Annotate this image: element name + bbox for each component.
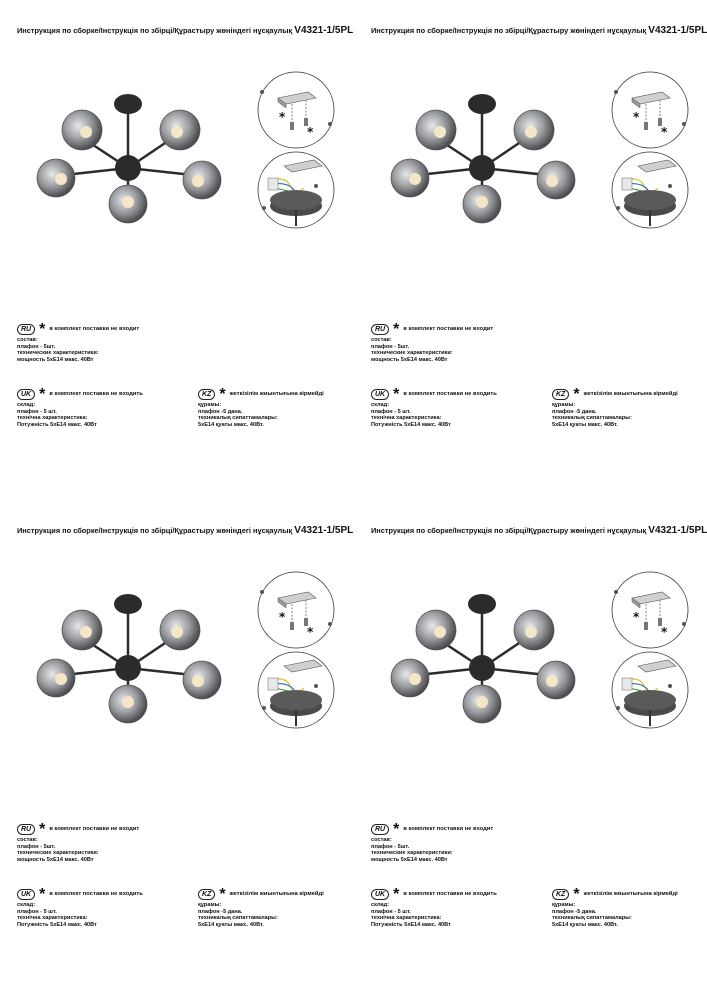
uk-section xyxy=(17,385,143,428)
star-icon: * xyxy=(219,385,226,403)
ru-line: состав: xyxy=(17,337,38,343)
kz-section xyxy=(552,385,678,428)
center-hub xyxy=(469,155,495,181)
chandelier-illustration xyxy=(384,588,594,728)
star-icon: * xyxy=(39,820,46,838)
ceiling-canopy xyxy=(114,594,142,614)
uk-line: плафон - 5 шт. xyxy=(17,408,57,415)
uk-section xyxy=(371,885,497,928)
ru-section xyxy=(371,320,494,363)
uk-note: в комплект поставки не входить xyxy=(49,891,143,898)
kz-line: техникалық сипаттамалары: xyxy=(552,915,632,922)
star-mark: * xyxy=(661,125,668,139)
ru-note: в комплект поставки не входит xyxy=(49,326,140,333)
ru-line: технические характеристики: xyxy=(371,850,453,857)
wiring-detail xyxy=(610,150,690,230)
uk-line: Потужність 5xE14 макс. 40Вт xyxy=(17,421,97,428)
kz-line: 5xE14 қуаты макс. 40Вт. xyxy=(198,421,264,428)
uk-note: в комплект поставки не входить xyxy=(403,891,497,898)
kz-line: 5xE14 қуаты макс. 40Вт. xyxy=(552,421,618,428)
chandelier-illustration xyxy=(384,88,594,228)
kz-line: техникалық сипаттамалары: xyxy=(198,415,278,422)
ru-line: технические характеристики: xyxy=(371,350,453,357)
star-icon: * xyxy=(393,320,400,338)
ru-line: состав: xyxy=(371,337,392,343)
uk-badge: UK xyxy=(17,389,35,400)
chandelier-illustration xyxy=(30,588,240,728)
star-icon: * xyxy=(393,820,400,838)
uk-line: склад: xyxy=(371,902,390,908)
kz-line: техникалық сипаттамалары: xyxy=(552,415,632,422)
ru-line: мощность 5xE14 макс. 40Вт xyxy=(17,356,94,363)
star-mark: * xyxy=(633,110,640,124)
ru-note: в комплект поставки не входит xyxy=(49,826,140,833)
kz-line: құрамы: xyxy=(552,902,576,908)
ru-line: плафон - 5шт. xyxy=(371,343,410,350)
uk-line: технічна характеристика: xyxy=(17,915,88,922)
kz-line: құрамы: xyxy=(552,402,576,408)
kz-line: құрамы: xyxy=(198,902,222,908)
mounting-bracket-detail xyxy=(610,70,690,150)
uk-line: технічна характеристика: xyxy=(371,915,442,922)
ru-note: в комплект поставки не входит xyxy=(403,326,494,333)
instruction-copy xyxy=(0,0,353,500)
kz-line: техникалық сипаттамалары: xyxy=(198,915,278,922)
ru-badge: RU xyxy=(17,824,35,835)
model-number: V4321-1/5PL xyxy=(648,25,707,36)
star-mark: * xyxy=(279,610,286,624)
star-icon: * xyxy=(39,385,46,403)
ru-line: мощность 5xE14 макс. 40Вт xyxy=(371,356,448,363)
star-mark: * xyxy=(307,125,314,139)
uk-line: плафон - 5 шт. xyxy=(17,908,57,915)
kz-note: жеткізілім жиынтығына кірмейді xyxy=(229,891,324,898)
uk-line: плафон - 5 шт. xyxy=(371,408,411,415)
mounting-bracket-detail xyxy=(610,570,690,650)
uk-line: склад: xyxy=(371,402,390,408)
uk-badge: UK xyxy=(371,889,389,900)
star-icon: * xyxy=(393,385,400,403)
ru-section xyxy=(17,320,140,363)
page-title: Инструкция по сборке/Інструкція по збірці/Құрастыру жөніндегі нұсқаулық V4321-1/5PL xyxy=(17,525,354,536)
kz-badge: KZ xyxy=(552,389,569,400)
chandelier-illustration xyxy=(30,88,240,228)
wiring-detail xyxy=(256,150,336,230)
center-hub xyxy=(469,655,495,681)
kz-line: плафон -5 дана. xyxy=(198,908,243,915)
ru-line: мощность 5xE14 макс. 40Вт xyxy=(17,856,94,863)
uk-badge: UK xyxy=(371,389,389,400)
page-title: Инструкция по сборке/Інструкція по збірці/Құрастыру жөніндегі нұсқаулық V4321-1/5PL xyxy=(17,25,354,36)
ru-section xyxy=(371,820,494,863)
kz-section xyxy=(198,385,324,428)
star-icon: * xyxy=(393,885,400,903)
uk-line: склад: xyxy=(17,402,36,408)
kz-line: құрамы: xyxy=(198,402,222,408)
star-icon: * xyxy=(573,385,580,403)
instruction-copy xyxy=(0,500,353,1000)
uk-note: в комплект поставки не входить xyxy=(49,391,143,398)
kz-note: жеткізілім жиынтығына кірмейді xyxy=(583,891,678,898)
instruction-copy xyxy=(354,0,707,500)
center-hub xyxy=(115,655,141,681)
kz-section xyxy=(198,885,324,928)
wiring-detail xyxy=(610,650,690,730)
model-number: V4321-1/5PL xyxy=(294,525,354,536)
kz-line: 5xE14 қуаты макс. 40Вт. xyxy=(198,921,264,928)
ceiling-canopy xyxy=(468,594,496,614)
uk-line: склад: xyxy=(17,902,36,908)
model-number: V4321-1/5PL xyxy=(294,25,354,36)
kz-line: плафон -5 дана. xyxy=(198,408,243,415)
uk-line: Потужність 5xE14 макс. 40Вт xyxy=(17,921,97,928)
kz-section xyxy=(552,885,678,928)
uk-line: технічна характеристика: xyxy=(371,415,442,422)
uk-line: плафон - 5 шт. xyxy=(371,908,411,915)
ru-note: в комплект поставки не входит xyxy=(403,826,494,833)
ru-line: плафон - 5шт. xyxy=(17,843,56,850)
ru-line: состав: xyxy=(17,837,38,843)
kz-note: жеткізілім жиынтығына кірмейді xyxy=(229,391,324,398)
mounting-bracket-detail xyxy=(256,570,336,650)
ceiling-canopy xyxy=(468,94,496,114)
ru-line: состав: xyxy=(371,837,392,843)
star-mark: * xyxy=(307,625,314,639)
ru-line: плафон - 5шт. xyxy=(17,343,56,350)
kz-badge: KZ xyxy=(552,889,569,900)
uk-badge: UK xyxy=(17,889,35,900)
star-icon: * xyxy=(219,885,226,903)
ru-line: плафон - 5шт. xyxy=(371,843,410,850)
ru-badge: RU xyxy=(17,324,35,335)
star-icon: * xyxy=(573,885,580,903)
mounting-bracket-detail xyxy=(256,70,336,150)
kz-badge: KZ xyxy=(198,889,215,900)
ru-badge: RU xyxy=(371,324,389,335)
star-icon: * xyxy=(39,320,46,338)
uk-section xyxy=(371,385,497,428)
ru-badge: RU xyxy=(371,824,389,835)
ru-section xyxy=(17,820,140,863)
wiring-detail xyxy=(256,650,336,730)
kz-line: 5xE14 қуаты макс. 40Вт. xyxy=(552,921,618,928)
model-number: V4321-1/5PL xyxy=(648,525,707,536)
page-title: Инструкция по сборке/Інструкція по збірці/Құрастыру жөніндегі нұсқаулық V4321-1/5PL xyxy=(371,525,707,536)
ceiling-canopy xyxy=(114,94,142,114)
kz-line: плафон -5 дана. xyxy=(552,908,597,915)
star-icon: * xyxy=(39,885,46,903)
star-mark: * xyxy=(279,110,286,124)
star-mark: * xyxy=(633,610,640,624)
star-mark: * xyxy=(661,625,668,639)
kz-line: плафон -5 дана. xyxy=(552,408,597,415)
ru-line: технические характеристики: xyxy=(17,850,99,857)
kz-note: жеткізілім жиынтығына кірмейді xyxy=(583,391,678,398)
uk-line: технічна характеристика: xyxy=(17,415,88,422)
uk-line: Потужність 5xE14 макс. 40Вт xyxy=(371,921,451,928)
page-title: Инструкция по сборке/Інструкція по збірці/Құрастыру жөніндегі нұсқаулық V4321-1/5PL xyxy=(371,25,707,36)
uk-line: Потужність 5xE14 макс. 40Вт xyxy=(371,421,451,428)
ru-line: мощность 5xE14 макс. 40Вт xyxy=(371,856,448,863)
uk-section xyxy=(17,885,143,928)
kz-badge: KZ xyxy=(198,389,215,400)
ru-line: технические характеристики: xyxy=(17,350,99,357)
instruction-copy xyxy=(354,500,707,1000)
uk-note: в комплект поставки не входить xyxy=(403,391,497,398)
center-hub xyxy=(115,155,141,181)
